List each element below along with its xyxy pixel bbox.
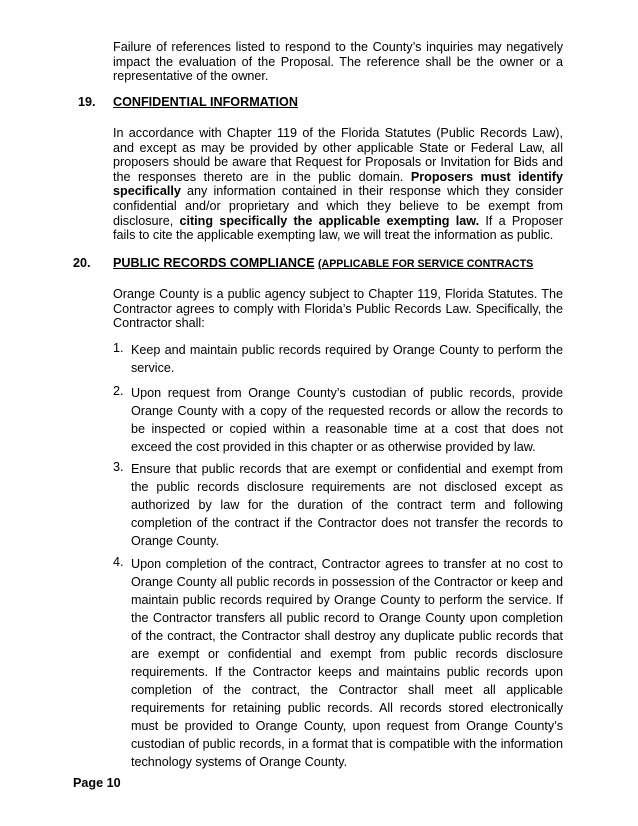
- list-item-number: 3.: [113, 460, 124, 474]
- list-item-text: Upon completion of the contract, Contractor agrees to transfer at no cost to Orange County all public records in possession of the Contractor or keep and maintain public records required by Orange County to perform the service. If the Contractor transfers all public record to Orange County upon completion of the contract, the Contractor shall destroy any duplicate public records that are exempt or confidential and exempt from public records disclosure requirements. If the Contractor keeps and maintains public records upon completion of the contract, the Contractor shall meet all applicable requirements for retaining public records. All records stored electronically must be provided to Orange County, upon request from Orange County’s custodian of public records, in a format that is compatible with the information technology systems of Orange County.: [131, 557, 563, 769]
- list-item-2: [113, 384, 563, 456]
- section-19-text-1: In accordance with Chapter 119 of the Florida Statutes (Public Records Law), and except as may be provided by other applicable State or Federal Law, all proposers should be aware that Request for Proposals or Invitation for Bids and the responses thereto are in the public domain.: [113, 126, 563, 184]
- section-20-intro: Orange County is a public agency subject to Chapter 119, Florida Statutes. The Contractor agrees to comply with Florida’s Public Records Law. Specifically, the Contractor shall:: [113, 287, 563, 331]
- list-item-4: [113, 555, 563, 771]
- intro-paragraph: Failure of references listed to respond to the County’s inquiries may negatively impact the evaluation of the Proposal. The reference shall be the owner or a representative of the owner.: [113, 40, 563, 84]
- section-20-subtitle: (APPLICABLE FOR SERVICE CONTRACTS: [318, 258, 534, 270]
- section-19-bold-1: Proposers must identify specifically: [113, 169, 563, 199]
- section-19-title: CONFIDENTIAL INFORMATION: [113, 95, 298, 109]
- page-number: Page 10: [73, 776, 121, 790]
- list-item-3: [113, 460, 563, 550]
- list-item-text: Upon request from Orange County’s custodian of public records, provide Orange County with a copy of the requested records or allow the records to be inspected or copied within a reasonable time at a cost that does not exceed the cost provided in this chapter or as otherwise provided by law.: [131, 386, 563, 454]
- section-19-bold-2: citing specifically the applicable exempting law.: [179, 213, 480, 228]
- section-19-heading: [113, 95, 298, 110]
- section-20-title: PUBLIC RECORDS COMPLIANCE: [113, 256, 315, 270]
- section-20-heading: [113, 256, 533, 272]
- list-item-1: [113, 341, 563, 377]
- section-19-text-2: any information contained in their response which they consider confidential and/or proprietary and which they believe to be exempt from disclosure,: [113, 184, 563, 228]
- list-item-number: 4.: [113, 555, 124, 569]
- list-item-text: Ensure that public records that are exempt or confidential and exempt from the public records disclosure requirements are not disclosed except as authorized by law for the duration of the contract term and following completion of the contract if the Contractor does not transfer the records to Orange County.: [131, 462, 563, 548]
- section-20-number: 20.: [73, 256, 91, 270]
- list-item-text: Keep and maintain public records required by Orange County to perform the service.: [131, 343, 563, 375]
- list-item-number: 2.: [113, 384, 124, 398]
- section-19-paragraph: [113, 126, 563, 243]
- section-19-text-3: If a Proposer fails to cite the applicable exempting law, we will treat the information as public.: [113, 213, 563, 243]
- list-item-number: 1.: [113, 341, 124, 355]
- section-19-number: 19.: [78, 95, 96, 109]
